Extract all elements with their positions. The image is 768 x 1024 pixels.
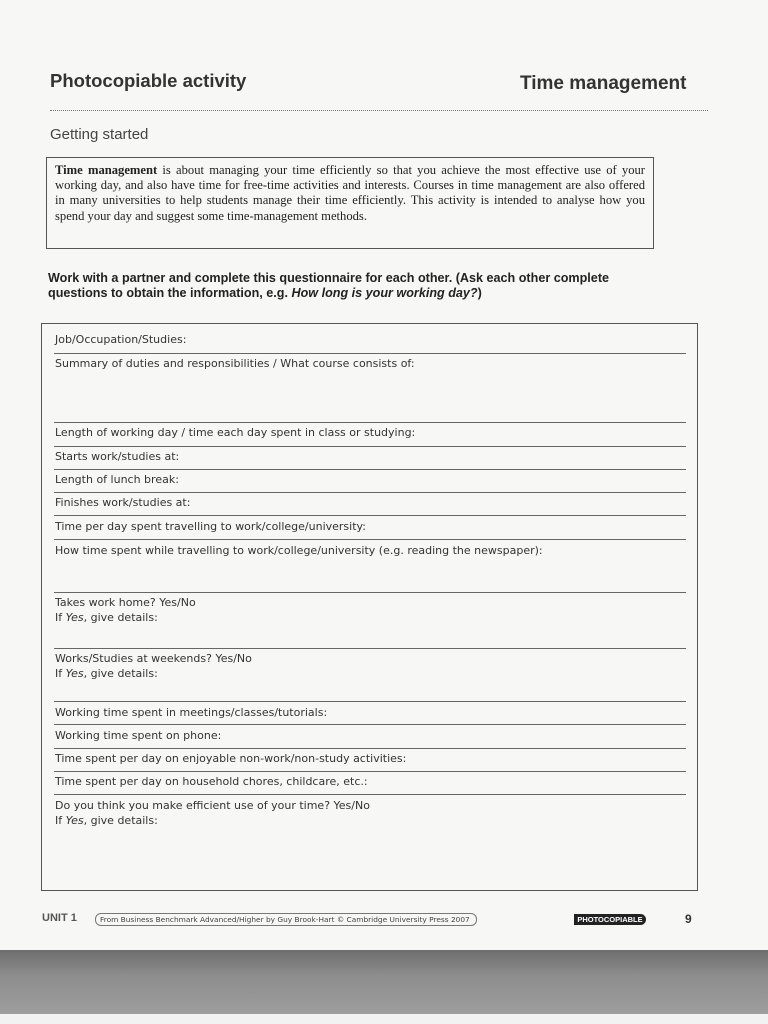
intro-box	[46, 157, 654, 249]
intro-text: is about managing your time efficiently so that you achieve the most effective use of your working day, and also have time for free-time activities and interests. Courses in time management are also offered in many universities to help students manage their time efficiently. This activity is intended to analyse how you spend your day and suggest some time-management methods.	[55, 163, 645, 223]
question-lunch-break: Length of lunch break:	[55, 473, 179, 486]
instruction-main: Work with a partner and complete this questionnaire for each other. (Ask each other complete questions to obtain the information, e.g.	[48, 271, 610, 300]
photocopiable-badge: PHOTOCOPIABLE	[574, 914, 646, 925]
instruction-close: )	[477, 286, 482, 300]
question-weekends: Works/Studies at weekends? Yes/No	[55, 652, 252, 665]
answer-line	[54, 446, 686, 447]
answer-line	[54, 724, 686, 725]
scanner-shadow	[0, 950, 768, 1024]
question-occupation: Job/Occupation/Studies:	[55, 333, 187, 346]
answer-line	[54, 492, 686, 493]
instruction-text	[48, 271, 658, 301]
question-household: Time spent per day on household chores, childcare, etc.:	[55, 775, 368, 788]
question-enjoyable-activities: Time spent per day on enjoyable non-work/non-study activities:	[55, 752, 407, 765]
questionnaire-box	[41, 323, 698, 891]
question-travel-time: Time per day spent travelling to work/college/university:	[55, 520, 366, 533]
answer-line	[54, 592, 686, 593]
answer-line	[54, 794, 686, 795]
question-efficient-use: Do you think you make efficient use of your time? Yes/No	[55, 799, 370, 812]
answer-line	[54, 648, 686, 649]
question-duties: Summary of duties and responsibilities / What course consists of:	[55, 357, 415, 370]
question-work-home: Takes work home? Yes/No	[55, 596, 196, 609]
header-divider	[50, 110, 708, 111]
answer-line	[54, 469, 686, 470]
instruction-example: How long is your working day?	[291, 286, 478, 300]
question-phone: Working time spent on phone:	[55, 729, 222, 742]
footer-unit: UNIT 1	[42, 912, 77, 924]
answer-line	[54, 539, 686, 540]
page-number: 9	[685, 912, 692, 926]
answer-line	[54, 771, 686, 772]
answer-line	[54, 515, 686, 516]
answer-line	[54, 422, 686, 423]
question-working-day-length: Length of working day / time each day spent in class or studying:	[55, 426, 416, 439]
question-start-time: Starts work/studies at:	[55, 450, 180, 463]
question-travel-use: How time spent while travelling to work/college/university (e.g. reading the newspaper):	[55, 544, 543, 557]
scanner-edge	[0, 1014, 768, 1024]
activity-heading: Photocopiable activity	[50, 70, 247, 91]
intro-term: Time management	[55, 163, 158, 177]
answer-line	[54, 353, 686, 354]
answer-line	[54, 748, 686, 749]
section-title: Getting started	[50, 126, 149, 143]
question-finish-time: Finishes work/studies at:	[55, 496, 191, 509]
answer-line	[54, 701, 686, 702]
details-prompt: If Yes, give details:	[55, 814, 158, 827]
question-meetings: Working time spent in meetings/classes/tutorials:	[55, 706, 328, 719]
details-prompt: If Yes, give details:	[55, 667, 158, 680]
footer-source: From Business Benchmark Advanced/Higher by Guy Brook-Hart © Cambridge University Press 2007	[95, 913, 477, 926]
topic-heading: Time management	[520, 73, 687, 94]
details-prompt: If Yes, give details:	[55, 611, 158, 624]
